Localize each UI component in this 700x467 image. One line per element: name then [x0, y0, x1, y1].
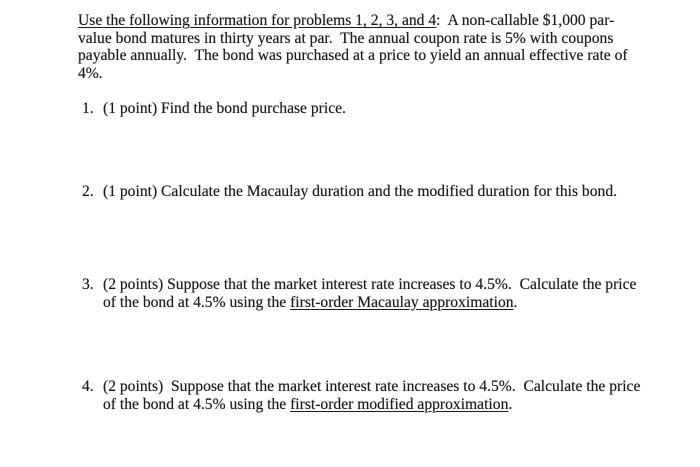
problem-4-line-1: (2 points) Suppose that the market interest rate increases to 4.5%. Calculate the price [103, 378, 641, 395]
intro-paragraph [78, 12, 628, 83]
problem-4-line-2 [103, 396, 640, 414]
intro-line-3: payable annually. The bond was purchased at a price to yield an annual effective rate of [78, 47, 628, 65]
intro-line-2: value bond matures in thirty years at par. The annual coupon rate is 5% with coupons [78, 29, 614, 47]
problem-text [103, 100, 346, 118]
intro-line-1 [78, 12, 628, 30]
intro-line-4: 4%. [78, 65, 103, 83]
problem-number: 3. [82, 276, 94, 293]
problem-text [103, 276, 636, 311]
problem-4-line-2-post: . [508, 395, 513, 413]
problem-item-1 [82, 100, 346, 118]
problem-item-2 [82, 183, 617, 201]
problem-1-line-1: (1 point) Find the bond purchase price. [103, 100, 346, 117]
underlined-phrase: first-order modified approximation [290, 395, 509, 413]
problem-3-line-2 [103, 294, 636, 312]
problem-number: 4. [82, 378, 94, 395]
problem-text [103, 183, 617, 201]
problem-4-line-2-pre: of the bond at 4.5% using the [103, 395, 291, 413]
underlined-phrase: Use the following information for problems 1, 2, 3, and 4 [78, 12, 437, 29]
problem-number: 2. [82, 183, 94, 200]
problem-3-line-1: (2 points) Suppose that the market interest rate increases to 4.5%. Calculate the price [103, 276, 637, 293]
underlined-phrase: first-order Macaulay approximation [290, 293, 514, 311]
problem-item-4 [82, 378, 640, 413]
problem-3-line-2-pre: of the bond at 4.5% using the [103, 293, 291, 311]
problem-text [103, 378, 640, 413]
problem-3-line-2-post: . [513, 293, 518, 311]
problem-item-3 [82, 276, 636, 311]
intro-line-1-rest: : A non-callable $1,000 par- [436, 12, 615, 29]
problem-number: 1. [82, 100, 94, 117]
problem-2-line-1: (1 point) Calculate the Macaulay duration and the modified duration for this bond. [103, 183, 618, 200]
